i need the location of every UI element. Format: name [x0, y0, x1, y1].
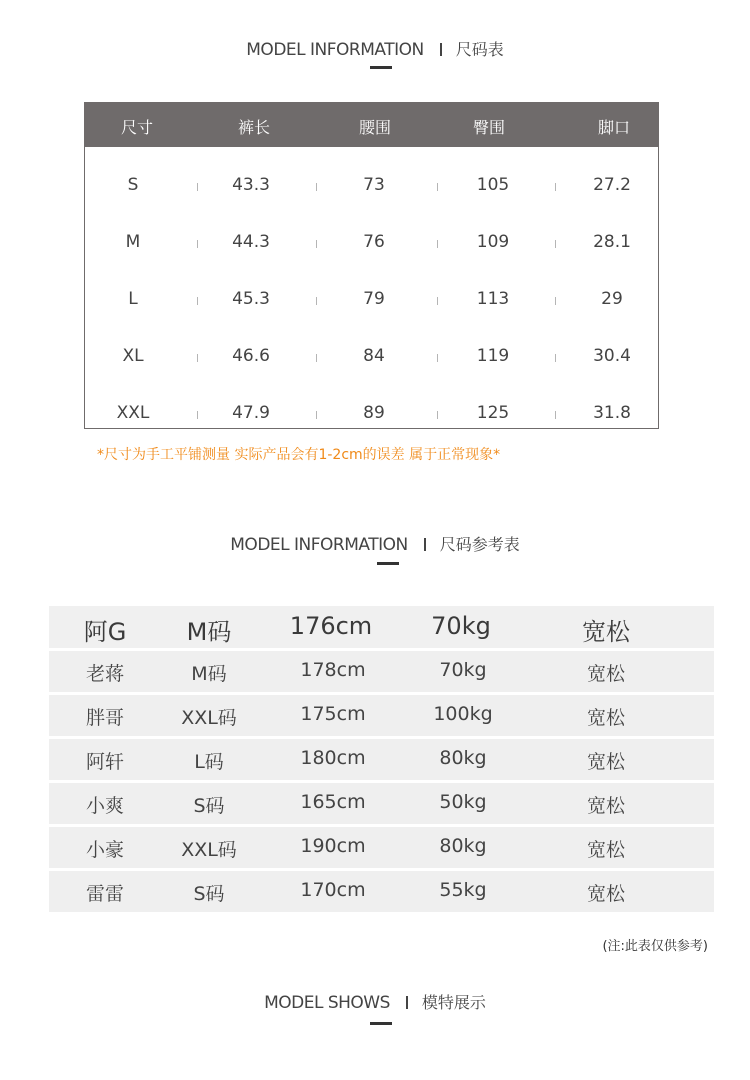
size-table-row: [85, 212, 660, 268]
size-table-cell: L: [128, 289, 138, 309]
title-underline: [370, 1022, 392, 1025]
model-chart-title-zh: 尺码参考表: [439, 535, 520, 554]
size-chart-title-en: MODEL INFORMATION: [246, 40, 424, 60]
size-table-cell: 43.3: [232, 175, 270, 195]
model-fit: 宽松: [586, 839, 626, 861]
title-underline: [377, 562, 399, 565]
size-table-cell: 109: [476, 232, 510, 252]
model-table-row: [49, 739, 714, 780]
header-waist: 腰围: [358, 118, 392, 137]
column-divider-tick: [197, 297, 198, 305]
title-underline: [370, 66, 392, 69]
size-table-row: [85, 155, 660, 211]
model-height: 170cm: [300, 879, 366, 901]
title-separator: [424, 538, 426, 551]
model-height: 165cm: [300, 791, 366, 813]
size-chart-title: [0, 37, 750, 60]
model-name: 老蒋: [85, 663, 125, 685]
column-divider-tick: [437, 240, 438, 248]
model-height: 190cm: [300, 835, 366, 857]
size-table-cell: 44.3: [232, 232, 270, 252]
column-divider-tick: [316, 297, 317, 305]
model-size: M码: [191, 663, 227, 685]
model-weight: 70kg: [431, 612, 491, 640]
model-table-row: [49, 783, 714, 824]
size-table-cell: M: [125, 232, 141, 252]
model-height: 175cm: [300, 703, 366, 725]
size-table-cell: 29: [601, 289, 623, 309]
header-leg-opening: 脚口: [597, 118, 631, 137]
size-table-cell: 73: [363, 175, 385, 195]
model-weight: 70kg: [439, 659, 487, 681]
size-table-cell: XXL: [116, 403, 150, 423]
size-table-cell: 125: [476, 403, 510, 423]
size-table-cell: 84: [363, 346, 385, 366]
size-table-cell: 76: [363, 232, 385, 252]
size-table-cell: 89: [363, 403, 385, 423]
model-chart-title-en: MODEL INFORMATION: [230, 535, 408, 555]
size-table-cell: 30.4: [593, 346, 631, 366]
size-table-cell: 45.3: [232, 289, 270, 309]
size-table-row: [85, 383, 660, 439]
model-weight: 55kg: [439, 879, 487, 901]
model-name: 阿G: [83, 618, 127, 646]
size-table-cell: 105: [476, 175, 510, 195]
column-divider-tick: [555, 354, 556, 362]
size-chart-title-zh: 尺码表: [455, 40, 504, 59]
column-divider-tick: [316, 240, 317, 248]
model-fit: 宽松: [586, 751, 626, 773]
size-table: [84, 102, 659, 429]
column-divider-tick: [316, 354, 317, 362]
column-divider-tick: [197, 354, 198, 362]
column-divider-tick: [555, 297, 556, 305]
model-fit: 宽松: [586, 707, 626, 729]
size-table-row: [85, 269, 660, 325]
model-height: 178cm: [300, 659, 366, 681]
model-name: 阿轩: [85, 751, 125, 773]
size-table-cell: 119: [476, 346, 510, 366]
model-weight: 80kg: [439, 835, 487, 857]
model-name: 小豪: [85, 839, 125, 861]
title-separator: [406, 996, 408, 1009]
model-weight: 100kg: [433, 703, 493, 725]
model-fit: 宽松: [586, 883, 626, 905]
model-size: L码: [194, 751, 224, 773]
column-divider-tick: [555, 183, 556, 191]
size-table-cell: S: [127, 175, 139, 195]
size-table-cell: 27.2: [593, 175, 631, 195]
size-table-cell: 113: [476, 289, 510, 309]
model-table-row: [49, 871, 714, 912]
column-divider-tick: [316, 411, 317, 419]
column-divider-tick: [437, 354, 438, 362]
model-table-row: [49, 695, 714, 736]
disclaimer: (注:此表仅供参考): [602, 939, 708, 954]
model-height: 176cm: [289, 612, 373, 640]
measurement-note: *尺寸为手工平铺测量 实际产品会有1-2cm的误差 属于正常现象*: [97, 447, 501, 463]
column-divider-tick: [555, 411, 556, 419]
header-length: 裤长: [237, 118, 271, 137]
model-name: 胖哥: [85, 707, 125, 729]
model-fit: 宽松: [586, 663, 626, 685]
model-size: S码: [193, 795, 225, 817]
size-table-cell: 28.1: [593, 232, 631, 252]
model-chart-title: [0, 532, 750, 555]
model-size: XXL码: [181, 707, 237, 729]
title-separator: [440, 43, 442, 56]
model-name: 小爽: [85, 795, 125, 817]
model-fit: 宽松: [586, 795, 626, 817]
size-table-header: [85, 103, 658, 147]
model-size: XXL码: [181, 839, 237, 861]
model-weight: 50kg: [439, 791, 487, 813]
column-divider-tick: [316, 183, 317, 191]
size-table-cell: 31.8: [593, 403, 631, 423]
model-height: 180cm: [300, 747, 366, 769]
model-shows-title-en: MODEL SHOWS: [264, 993, 390, 1013]
column-divider-tick: [437, 297, 438, 305]
model-fit: 宽松: [582, 618, 630, 646]
model-table-head-row: [49, 606, 714, 648]
header-size: 尺寸: [120, 118, 154, 137]
model-shows-title: [0, 990, 750, 1013]
column-divider-tick: [437, 411, 438, 419]
column-divider-tick: [555, 240, 556, 248]
model-table-row: [49, 651, 714, 692]
column-divider-tick: [197, 240, 198, 248]
size-table-cell: 79: [363, 289, 385, 309]
header-hip: 臀围: [472, 118, 506, 137]
model-size: S码: [193, 883, 225, 905]
size-table-cell: 47.9: [232, 403, 270, 423]
model-table-row: [49, 827, 714, 868]
size-table-cell: XL: [122, 346, 144, 366]
column-divider-tick: [437, 183, 438, 191]
model-weight: 80kg: [439, 747, 487, 769]
model-size: M码: [186, 618, 232, 646]
size-table-row: [85, 326, 660, 382]
column-divider-tick: [197, 411, 198, 419]
column-divider-tick: [197, 183, 198, 191]
size-table-cell: 46.6: [232, 346, 270, 366]
model-shows-title-zh: 模特展示: [421, 993, 486, 1012]
model-name: 雷雷: [85, 883, 125, 905]
